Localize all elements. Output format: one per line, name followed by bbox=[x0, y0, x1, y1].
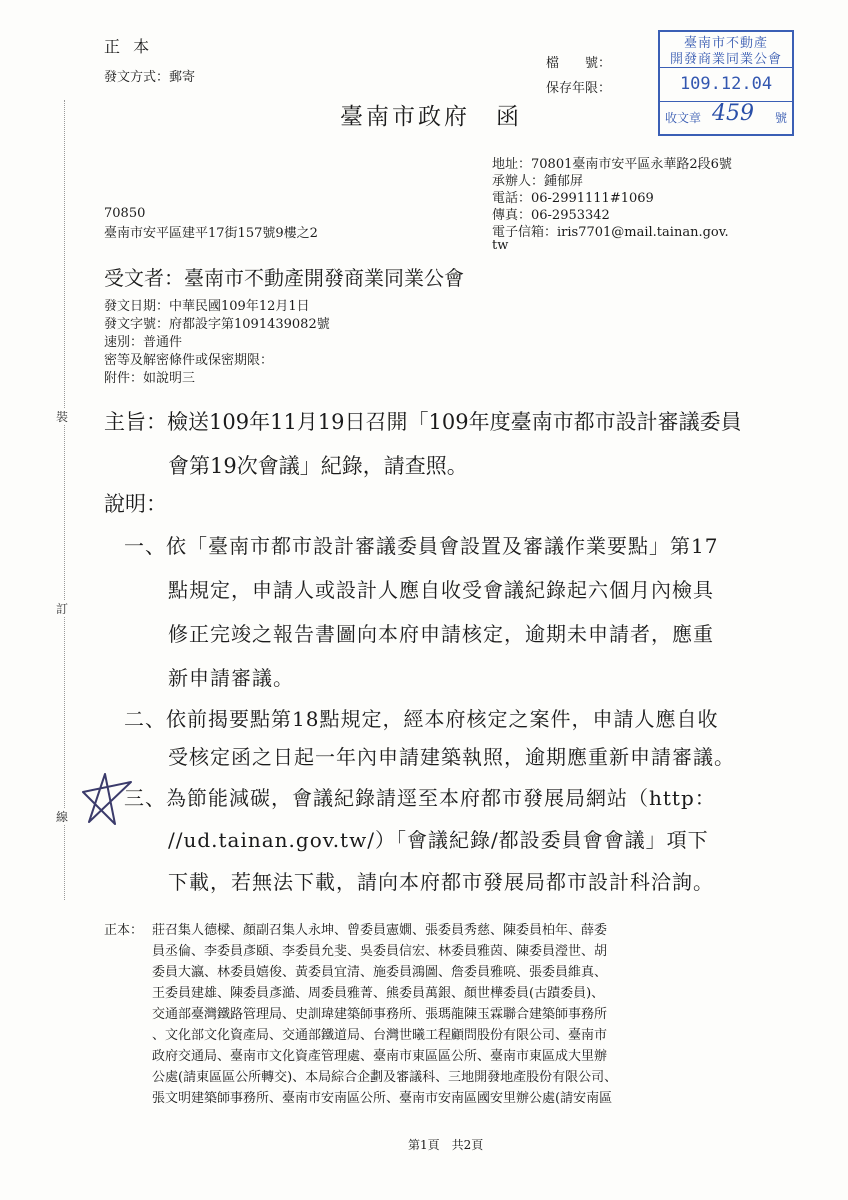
stamp-received-suffix: 號 bbox=[774, 111, 787, 125]
cc-line: 公處(請東區區公所轉交)、本局綜合企劃及審議科、三地開發地產股份有限公司、 bbox=[152, 1070, 618, 1085]
recipient-to: 受文者：臺南市不動產開發商業同業公會 bbox=[104, 266, 464, 290]
item-3-line-2: //ud.tainan.gov.tw/）「會議紀錄/都設委員會會議」項下 bbox=[168, 828, 709, 852]
item-1-line-4: 新申請審議。 bbox=[168, 666, 294, 690]
file-no-label: 檔 號： bbox=[546, 56, 612, 71]
subject-line-1: 主旨：檢送109年11月19日召開「109年度臺南市都市設計審議委員 bbox=[104, 410, 742, 434]
cc-line: 政府交通局、臺南市文化資產管理處、臺南市東區區公所、臺南市東區成大里辦 bbox=[152, 1049, 608, 1064]
send-method: 發文方式：郵寄 bbox=[104, 70, 196, 85]
subject-line-2: 會第19次會議」紀錄，請查照。 bbox=[168, 454, 468, 478]
secrecy-level: 密等及解密條件或保密期限： bbox=[104, 353, 274, 368]
receipt-stamp bbox=[658, 30, 794, 136]
sender-fax: 傳真：06-2953342 bbox=[492, 208, 610, 223]
cc-line: 王委員建雄、陳委員彥澔、周委員雅菁、熊委員萬銀、顏世樺委員(古蹟委員)、 bbox=[152, 986, 605, 1001]
recipient-address: 臺南市安平區建平17街157號9樓之2 bbox=[104, 226, 318, 241]
item-2-line-2: 受核定函之日起一年內申請建築執照，逾期應重新申請審議。 bbox=[168, 745, 735, 769]
cc-label: 正本： bbox=[104, 923, 144, 938]
stamp-received-label: 收文章 bbox=[665, 111, 702, 125]
cc-line: 張文明建築師事務所、臺南市安南區公所、臺南市安南區國安里辦公處(請安南區 bbox=[152, 1091, 613, 1106]
item-1-line-1: 一、依「臺南市都市設計審議委員會設置及審議作業要點」第17 bbox=[124, 534, 719, 558]
sender-address: 地址：70801臺南市安平區永華路2段6號 bbox=[492, 157, 732, 172]
binding-mark-2: 訂 bbox=[56, 602, 69, 616]
issue-date: 發文日期：中華民國109年12月1日 bbox=[104, 299, 310, 314]
stamp-org bbox=[660, 32, 792, 68]
stamp-date: 109.12.04 bbox=[660, 68, 792, 102]
cc-line: 莊召集人德樑、顏副召集人永坤、曾委員憲嫺、張委員秀慈、陳委員柏年、薛委 bbox=[152, 923, 608, 938]
attachment: 附件：如說明三 bbox=[104, 371, 196, 386]
sender-phone: 電話：06-2991111#1069 bbox=[492, 191, 654, 206]
cc-line: 交通部臺灣鐵路管理局、史訓瑋建築師事務所、張瑪龍陳玉霖聯合建築師事務所 bbox=[152, 1007, 608, 1022]
retention-label: 保存年限： bbox=[546, 81, 612, 96]
binding-mark-3: 線 bbox=[56, 810, 69, 824]
item-1-line-2: 點規定，申請人或設計人應自收受會議紀錄起六個月內檢具 bbox=[168, 578, 714, 602]
cc-line: 委員大瀛、林委員嬉俊、黃委員宜清、施委員鴻圖、詹委員雅喨、張委員維真、 bbox=[152, 965, 608, 980]
document-title: 臺南市政府 函 bbox=[340, 104, 522, 130]
stamp-org-line1: 臺南市不動產 bbox=[683, 36, 768, 51]
item-2-line-1: 二、依前揭要點第18點規定，經本府核定之案件，申請人應自收 bbox=[124, 707, 719, 731]
stamp-org-line2: 開發商業同業公會 bbox=[669, 52, 782, 67]
document-number: 發文字號：府都設字第1091439082號 bbox=[104, 317, 330, 332]
item-3-line-3: 下載，若無法下載，請向本府都市發展局都市設計科洽詢。 bbox=[168, 870, 714, 894]
page-number: 第1頁 共2頁 bbox=[408, 1138, 484, 1152]
stamp-received bbox=[660, 102, 792, 134]
cc-line: 員丞倫、李委員彥頤、李委員允斐、吳委員信宏、林委員雅茵、陳委員瀅世、胡 bbox=[152, 944, 608, 959]
sender-email: 電子信箱：iris7701@mail.tainan.gov. bbox=[492, 225, 729, 240]
copy-type: 正 本 bbox=[104, 37, 154, 56]
cc-line: 、文化部文化資產局、交通部鐵道局、台灣世曦工程顧問股份有限公司、臺南市 bbox=[152, 1028, 608, 1043]
recipient-postal-code: 70850 bbox=[104, 206, 146, 221]
stamp-received-no: 459 bbox=[712, 101, 754, 126]
sender-contact: 承辦人：鍾郁屏 bbox=[492, 174, 584, 189]
sender-email-cont: tw bbox=[492, 238, 509, 253]
item-3-line-1: 三、為節能減碳，會議紀錄請逕至本府都市發展局網站（http： bbox=[124, 786, 716, 810]
binding-mark-1: 裝 bbox=[56, 410, 69, 424]
item-1-line-3: 修正完竣之報告書圖向本府申請核定，逾期未申請者，應重 bbox=[168, 622, 714, 646]
speed-class: 速別：普通件 bbox=[104, 335, 183, 350]
explanation-heading: 說明： bbox=[104, 492, 167, 516]
star-annotation-icon bbox=[75, 770, 137, 830]
binding-line bbox=[64, 100, 65, 900]
